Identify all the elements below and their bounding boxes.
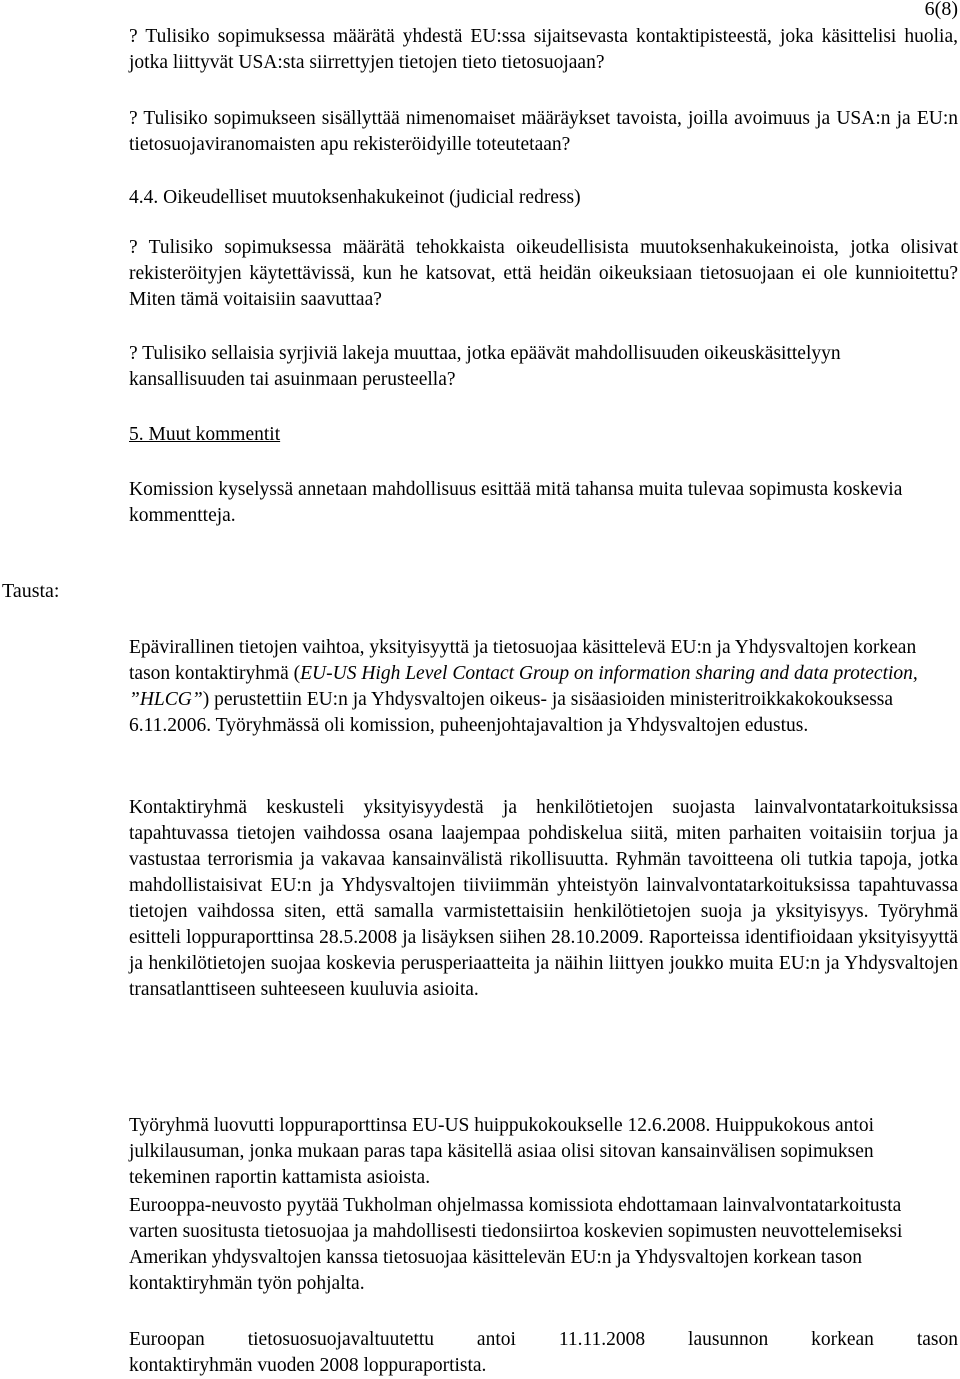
question-contact-point: ? Tulisiko sopimuksessa määrätä yhdestä EU:ssa sijaitsevasta kontaktipisteestä, joka käsittelisi huolia, jotka liittyvät USA:sta siirrettyjen tietojen tieto tietosuojaan? xyxy=(129,26,958,73)
tausta-p1-italic: EU-US High Level Contact Group on information sharing and data protection, ”HLCG” xyxy=(129,663,918,710)
question-judicial-redress: ? Tulisiko sopimuksessa määrätä tehokkaista oikeudellisista muutoksenhakukeinoista, jotka olisivat rekisteröityjen käytettävissä, kun he katsovat, että heidän oikeuksiaan tietosuojaan ei ole kunnioitettu? Miten tämä voitaisiin saavuttaa? xyxy=(129,237,958,310)
page-number: 6(8) xyxy=(924,0,958,20)
tausta-paragraph-2: Kontaktiryhmä keskusteli yksityisyydestä ja henkilötietojen suojasta lainvalvontatarkoituksissa tapahtuvassa tietojen vaihdossa osana laajempaa pohdiskelua siitä, miten parhaiten voitaisiin torjua ja vastustaa terrorismia ja vakavaa kansainvälistä rikollisuutta. Ryhmän tavoitteena oli tutkia tapoja, jotka mahdollistaisivat EU:n ja Yhdysvaltojen tiiviimmän yhteistyön lainvalvontatarkoituksissa tapahtuvassa tietojen vaihdossa siten, että samalla varmistettaisiin henkilötietojen suoja ja yksityisyys. Työryhmä esitteli loppuraporttinsa 28.5.2008 ja lisäyksen siihen 28.10.2009. Raporteissa identifioidaan yksityisyyttä ja henkilötietojen suojaa koskevia perusperiaatteita ja näihin liittyen joukko muita EU:n ja Yhdysvaltojen transatlanttiseen suhteeseen kuuluvia asioita. xyxy=(129,797,958,1000)
tausta-paragraph-3: Työryhmä luovutti loppuraporttinsa EU-US huippukokoukselle 12.6.2008. Huippukokous antoi julkilausuman, jonka mukaan paras tapa käsitellä asiaa olisi sitovan kansainvälisen sopimuksen tekeminen raportin kattamista asioista. xyxy=(129,1115,874,1188)
tausta-paragraph-1 xyxy=(129,635,929,739)
tausta-paragraph-5-line-1: Euroopan tietosuosuojavaltuutettu antoi 11.11.2008 lausunnon korkean tason xyxy=(129,1329,958,1350)
section-heading-5-text: 5. Muut kommentit xyxy=(129,424,281,445)
question-discriminatory-laws: ? Tulisiko sellaisia syrjiviä lakeja muuttaa, jotka epäävät mahdollisuuden oikeuskäsittelyyn kansallisuuden tai asuinmaan perusteella? xyxy=(129,343,841,390)
tausta-label: Tausta: xyxy=(2,580,60,602)
question-transparency: ? Tulisiko sopimukseen sisällyttää nimenomaiset määräykset tavoista, joilla avoimuus ja USA:n ja EU:n tietosuojaviranomaisten apu rekisteröidyille toteutetaan? xyxy=(129,108,958,155)
section-heading-4-4: 4.4. Oikeudelliset muutoksenhakukeinot (judicial redress) xyxy=(129,187,581,208)
tausta-paragraph-4: Eurooppa-neuvosto pyytää Tukholman ohjelmassa komissiota ehdottamaan lainvalvontatarkoitusta varten suositusta tietosuojaa ja mahdollisesti tiedonsiirtoa koskevien sopimusten neuvottelemiseksi Amerikan yhdysvaltojen kanssa tietosuojaa käsittelevän EU:n ja Yhdysvaltojen korkean tason kontaktiryhmän työn pohjalta. xyxy=(129,1195,903,1294)
tausta-p1-start: Epävirallinen tietojen vaihtoa, yksityisyyttä ja tietosuojaa käsittelevä EU:n ja Yhdysvaltojen korkean tason kontaktiryhmä ( xyxy=(129,637,917,684)
section-heading-5 xyxy=(129,422,958,448)
tausta-p1-end: ) perustettiin EU:n ja Yhdysvaltojen oikeus- ja sisäasioiden ministeritroikkakokouksessa 6.11.2006. Työryhmässä oli komission, puheenjohtajavaltion ja Yhdysvaltojen edustus. xyxy=(129,689,894,736)
section-5-text: Komission kyselyssä annetaan mahdollisuus esittää mitä tahansa muita tulevaa sopimusta koskevia kommentteja. xyxy=(129,479,903,526)
tausta-paragraph-5-line-2: kontaktiryhmän vuoden 2008 loppuraportista. xyxy=(129,1355,487,1376)
